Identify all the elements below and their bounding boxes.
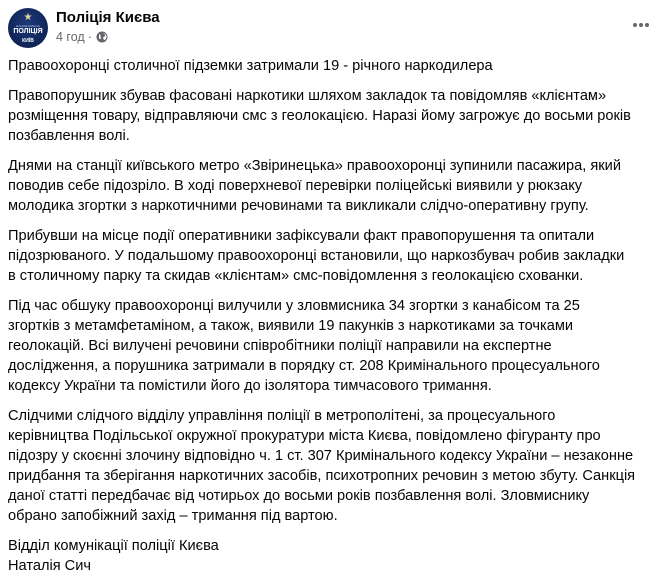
paragraph-2 [8,156,658,216]
avatar-small-text: НАЦІОНАЛЬНА [15,24,41,28]
paragraph-line: Днями на станції київського метро «Звіринецька» правоохоронці зупинили пасажира, який [8,158,621,174]
signature-department: Відділ комунікації поліції Києва [8,538,219,554]
paragraph-line: поводив себе підозріло. В ході поверхневої перевірки поліцейські виявили у рюкзаку [8,178,583,194]
more-dot-icon [645,23,649,27]
post-header [0,0,663,52]
paragraph-line: Правопорушник збував фасовані наркотики шляхом закладок та повідомляв «клієнтам» [8,88,607,104]
more-options-button[interactable] [626,10,656,40]
more-dot-icon [639,23,643,27]
avatar-city-text: КИЇВ [22,38,34,44]
paragraph-5 [8,406,658,526]
paragraph-line: позбавлення волі. [8,128,130,144]
page-avatar[interactable] [8,8,48,48]
paragraph-4 [8,296,658,396]
post-meta [56,29,108,45]
paragraph-line: згортків з метамфетаміном, а також, виявили 19 пакунків з наркотиками за точками [8,318,574,334]
paragraph-line: в столичному парку та скидав «клієнтам» смс-повідомлення з геолокацією схованки. [8,268,584,284]
avatar-big-text: ПОЛІЦІЯ [13,28,43,35]
paragraph-line: Слідчими слідчого відділу управління поліції в метрополітені, за процесуального [8,408,556,424]
paragraph-3 [8,226,658,286]
post-title [8,56,658,76]
post-timestamp[interactable]: 4 год [56,30,85,44]
page-name-link[interactable]: Поліція Києва [56,9,160,26]
paragraph-line: кодексу України та помістили його до ізолятора тимчасового тримання. [8,378,492,394]
post-title-text: Правоохоронці столичної підземки затримали 19 - річного наркодилера [8,58,493,74]
paragraph-line: розміщення товару, відправляючи смс з геолокацією. Наразі йому загрожує до восьми років [8,108,631,124]
paragraph-line: Прибувши на місце події оперативники зафіксували факт правопорушення та опитали [8,228,595,244]
paragraph-line: обрано запобіжний захід – тримання під вартою. [8,508,338,524]
paragraph-line: даної статті передбачає від чотирьох до восьми років позбавлення волі. Зловмиснику [8,488,590,504]
paragraph-line: геолокацій. Всі вилучені речовини співробітники поліції направили на експертне [8,338,552,354]
paragraph-line: дослідження, а порушника затримали в порядку ст. 208 Кримінального процесуального [8,358,600,374]
police-emblem-icon: ★ [23,12,33,23]
signature-author: Наталія Сич [8,558,91,574]
post-body [8,56,658,586]
paragraph-line: Під час обшуку правоохоронці вилучили у зловмисника 34 згортки з канабісом та 25 [8,298,580,314]
paragraph-line: молодика згортки з наркотичними речовинами та викликали слідчо-оперативну групу. [8,198,589,214]
signature [8,536,658,576]
paragraph-line: керівництва Подільської окружної прокуратури міста Києва, повідомлено фігуранту про [8,428,601,444]
paragraph-line: підозру у скоєнні злочину відповідно ч. 1 ст. 307 Кримінального кодексу України – незаконне [8,448,634,464]
paragraph-1 [8,86,658,146]
paragraph-line: підозрюваного. У подальшому правоохоронці встановили, що наркозбувач робив закладки [8,248,625,264]
meta-separator: · [87,30,92,44]
globe-icon[interactable] [96,31,108,43]
paragraph-line: придбання та зберігання наркотичних засобів, психотропних речовин з метою збуту. Санкція [8,468,636,484]
more-dot-icon [633,23,637,27]
